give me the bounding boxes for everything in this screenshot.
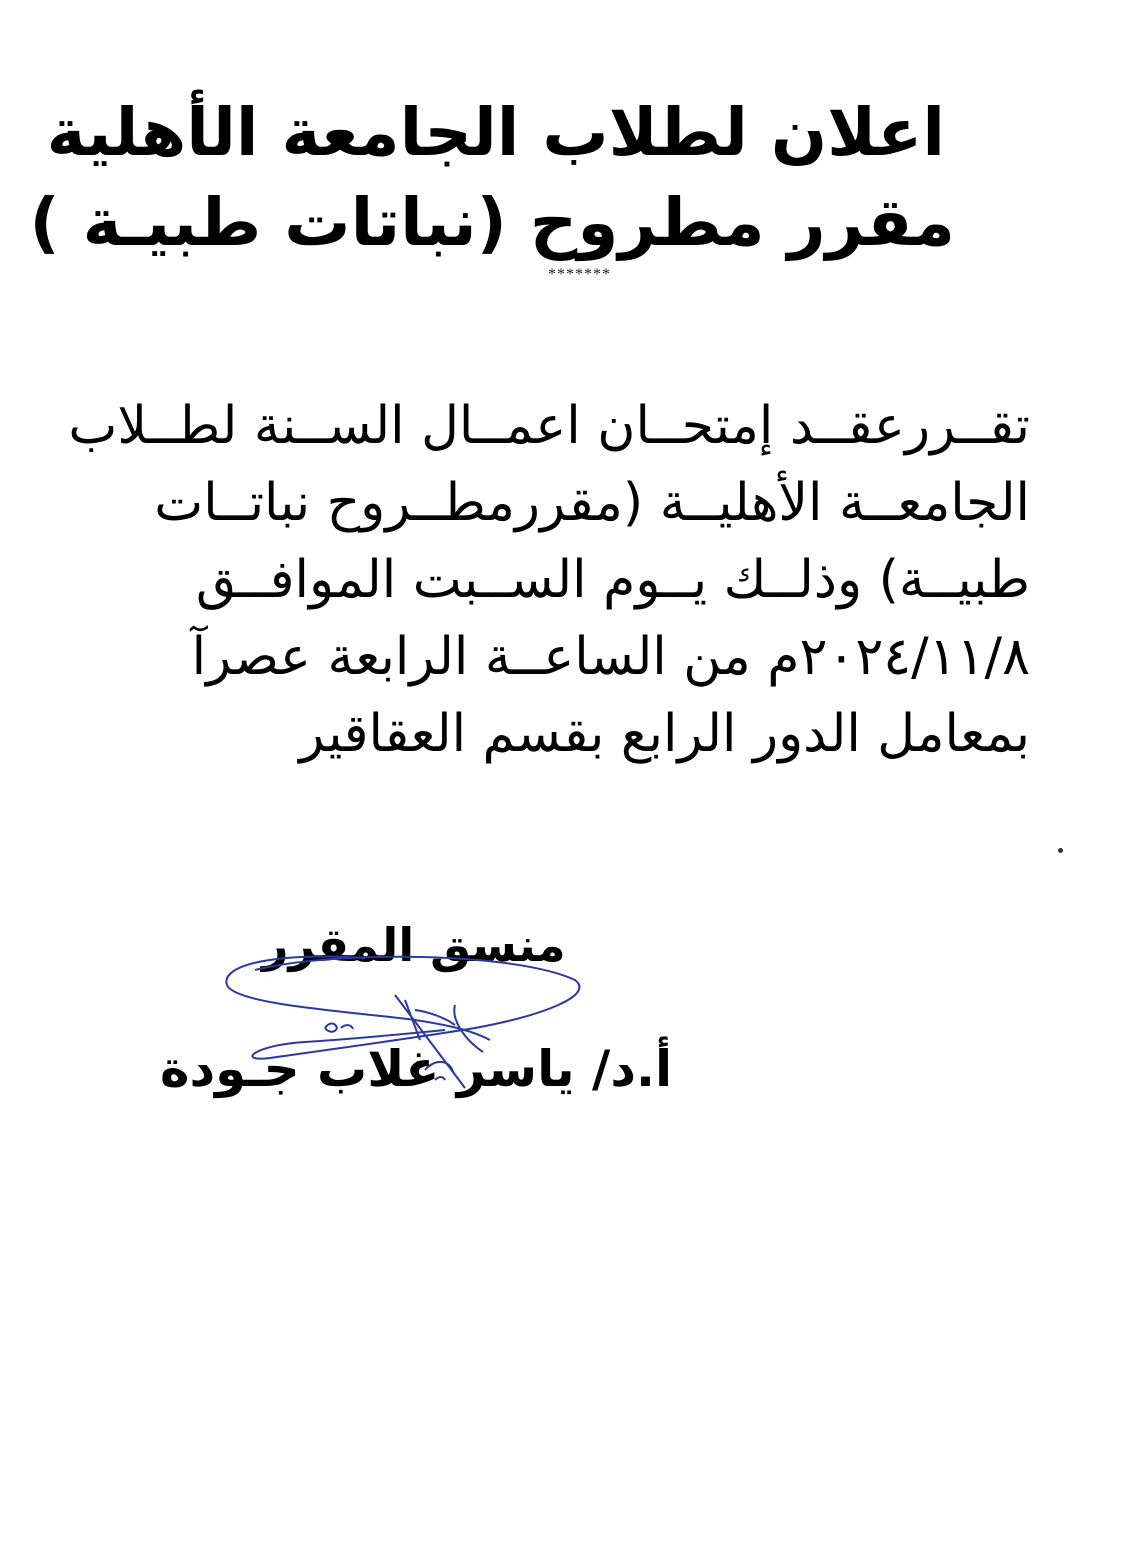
signatory-role: منسق المقرر (262, 918, 566, 972)
body-line-4: ٢٠٢٤/١١/٨م من الساعــة الرابعة عصرآ (191, 627, 1030, 687)
scan-speck-icon (1058, 848, 1063, 853)
announcement-title: اعلان لطلاب الجامعة الأهلية (46, 94, 945, 171)
body-line-1: تقــررعقــد إمتحــان اعمــال الســنة لطــلاب (68, 396, 1030, 456)
course-title: مقرر مطروح (نباتات طبيـة ) (29, 184, 955, 261)
body-line-2: الجامعــة الأهليــة (مقررمطــروح نباتــات (154, 473, 1030, 533)
separator-stars: ******* (548, 266, 611, 283)
announcement-body (68, 388, 1030, 773)
body-line-5: بمعامل الدور الرابع بقسم العقاقير (299, 704, 1030, 764)
signatory-name: أ.د/ ياسر غلاب جـودة (160, 1040, 673, 1098)
body-line-3: طبيــة) وذلــك يــوم الســبت الموافــق (195, 550, 1030, 610)
